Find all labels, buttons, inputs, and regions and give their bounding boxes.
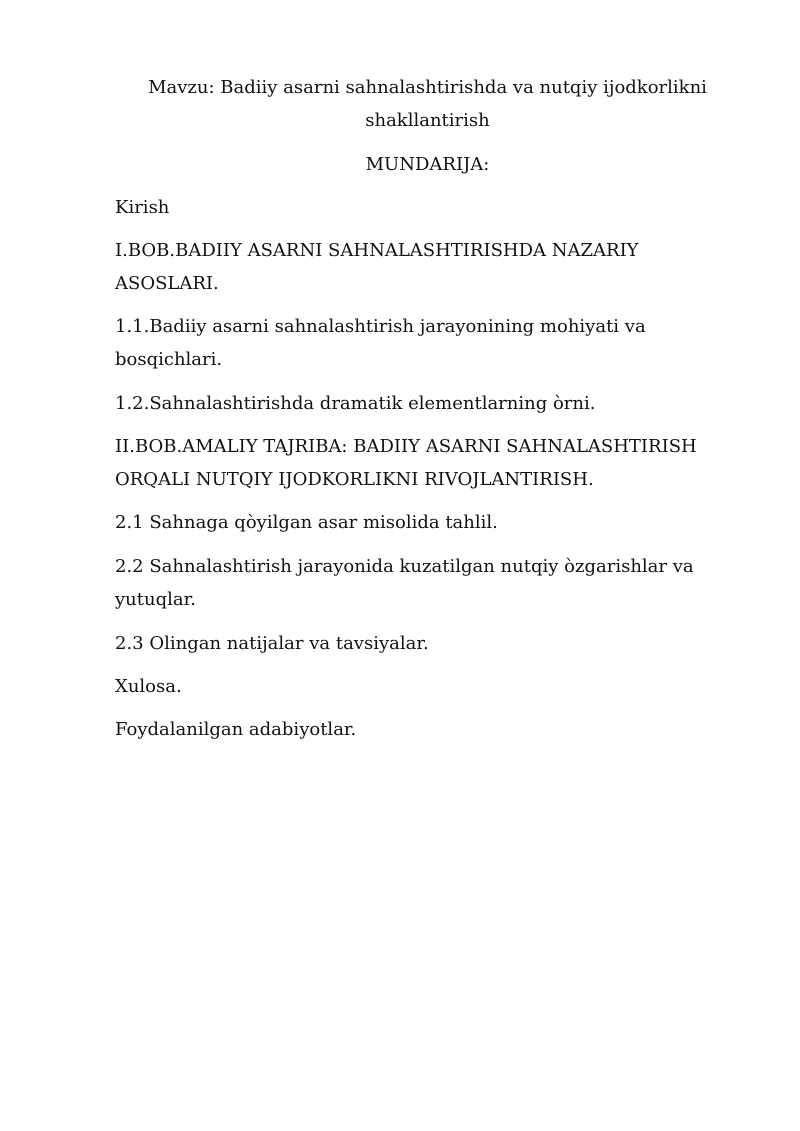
toc-item-section-1-1: 1.1.Badiiy asarni sahnalashtirish jarayonining mohiyati va bosqichlari. bbox=[115, 316, 646, 370]
toc-item-chapter-2: II.BOB.AMALIY TAJRIBA: BADIIY ASARNI SAHNALASHTIRISH ORQALI NUTQIY IJODKORLIKNI RIVOJLANTIRISH. bbox=[115, 436, 697, 490]
toc-item-section-2-3: 2.3 Olingan natijalar va tavsiyalar. bbox=[115, 633, 429, 654]
toc-item-section-1-2: 1.2.Sahnalashtirishda dramatik elementlarning òrni. bbox=[115, 393, 596, 414]
toc-item-section-2-1: 2.1 Sahnaga qòyilgan asar misolida tahlil. bbox=[115, 512, 498, 533]
toc-item-section-2-2: 2.2 Sahnalashtirish jarayonida kuzatilgan nutqiy òzgarishlar va yutuqlar. bbox=[115, 556, 694, 610]
toc-item-references: Foydalanilgan adabiyotlar. bbox=[115, 719, 357, 740]
toc-item-chapter-1: I.BOB.BADIIY ASARNI SAHNALASHTIRISHDA NAZARIY ASOSLARI. bbox=[115, 240, 639, 294]
toc-heading: MUNDARIJA: bbox=[365, 154, 490, 175]
toc-item-introduction: Kirish bbox=[115, 197, 170, 218]
document-title: Mavzu: Badiiy asarni sahnalashtirishda va nutqiy ijodkorlikni shakllantirish bbox=[148, 77, 707, 131]
toc-item-conclusion: Xulosa. bbox=[115, 676, 182, 697]
